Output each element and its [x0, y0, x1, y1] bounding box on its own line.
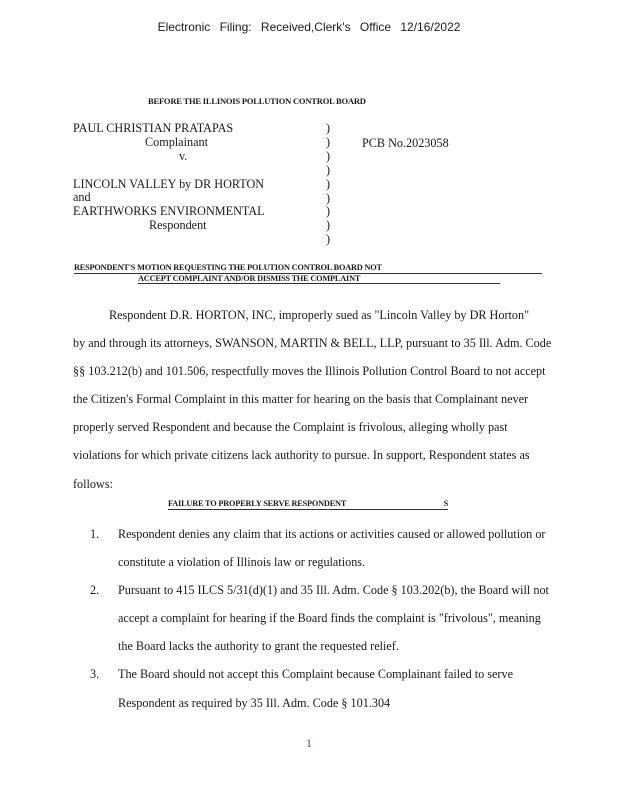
paren: ) [326, 134, 331, 149]
paren: ) [326, 218, 331, 233]
item-number: 2. [90, 583, 100, 598]
paren: ) [326, 176, 331, 191]
intro-line: properly served Respondent and because the Complaint is frivolous, alleging wholly past [73, 420, 508, 435]
section-heading [168, 499, 448, 510]
numbered-list [90, 520, 608, 717]
intro-line: Respondent D.R. HORTON, INC, improperly sued as "Lincoln Valley by DR Horton" [109, 308, 530, 322]
item-line: Respondent as required by 35 Ill. Adm. Code § 101.304 [118, 695, 391, 710]
paren: ) [326, 148, 331, 163]
caption-parens [326, 122, 330, 247]
item-number: 3. [90, 667, 100, 682]
list-item [90, 660, 608, 716]
filing-stamp: Electronic Filing: Received,Clerk's Office 12/16/2022 [157, 20, 461, 34]
section-heading-text: FAILURE TO PROPERLY SERVE RESPONDENT [168, 499, 347, 508]
item-line: Respondent denies any claim that its actions or activities caused or allowed pollution or [118, 527, 546, 541]
item-line: The Board should not accept this Complaint because Complainant failed to serve [118, 667, 513, 682]
paren: ) [326, 121, 331, 135]
intro-line: by and through its attorneys, SWANSON, MARTIN & BELL, LLP, pursuant to 35 Ill. Adm. Code [73, 336, 552, 351]
case-number: PCB No.2023058 [362, 136, 449, 150]
respondent-label: Respondent [149, 218, 207, 233]
item-number: 1. [90, 527, 100, 541]
intro-paragraph [73, 301, 608, 498]
paren: ) [326, 204, 331, 219]
page-number: 1 [306, 736, 312, 750]
respondent-name-1: LINCOLN VALLEY by DR HORTON [73, 176, 265, 191]
motion-title-line-2: ACCEPT COMPLAINT AND/OR DISMISS THE COMPLAINT [138, 274, 500, 284]
item-line: Pursuant to 415 ILCS 5/31(d)(1) and 35 Ill. Adm. Code § 103.202(b), the Board will not [118, 583, 549, 598]
case-caption [73, 122, 265, 233]
item-line: constitute a violation of Illinois law or regulations. [118, 555, 366, 570]
list-item [90, 520, 608, 576]
paren: ) [326, 162, 331, 177]
paren: ) [326, 190, 331, 205]
intro-line: §§ 103.212(b) and 101.506, respectfully moves the Illinois Pollution Control Board to not accept [73, 364, 546, 379]
motion-title-line-1: RESPONDENT'S MOTION REQUESTING THE POLUTION CONTROL BOARD NOT [74, 263, 542, 274]
complainant-name: PAUL CHRISTIAN PRATAPAS [73, 121, 234, 135]
item-line: accept a complaint for hearing if the Board finds the complaint is "frivolous", meaning [118, 611, 541, 626]
intro-line: follows: [73, 476, 113, 491]
and-label: and [73, 190, 91, 205]
intro-line: the Citizen's Formal Complaint in this matter for hearing on the basis that Complainant never [73, 392, 529, 407]
caption-spacer [73, 164, 265, 178]
paren: ) [326, 232, 331, 247]
list-item [90, 576, 608, 660]
complainant-label: Complainant [145, 134, 208, 149]
item-line: the Board lacks the authority to grant the requested relief. [118, 639, 399, 654]
motion-title [74, 263, 542, 283]
versus-label: v. [179, 148, 188, 163]
intro-line: violations for which private citizens lack authority to pursue. In support, Respondent states as [73, 448, 530, 463]
respondent-name-2: EARTHWORKS ENVIRONMENTAL [73, 204, 265, 219]
board-title: BEFORE THE ILLINOIS POLLUTION CONTROL BOARD [148, 96, 366, 106]
section-heading-suffix: S [443, 499, 448, 508]
